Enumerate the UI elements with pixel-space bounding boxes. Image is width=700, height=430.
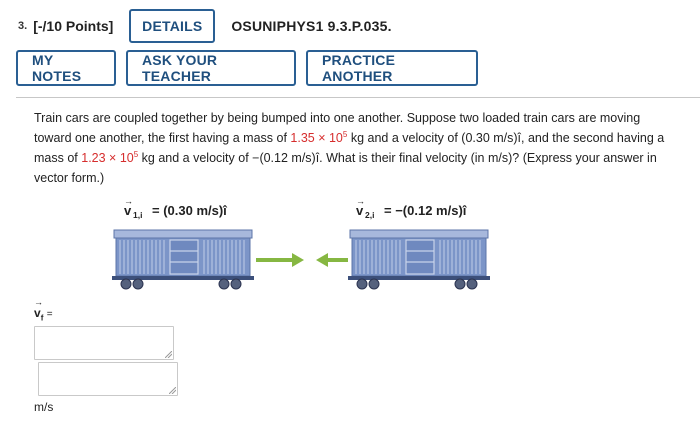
question-header [18, 10, 392, 42]
train-car-2 [348, 230, 490, 289]
v2-label [356, 196, 468, 220]
problem-text-part: kg and a velocity of −(0.12 m/s)î. What is their final velocity (in m/s)? (Express your answer in vector form.) [34, 151, 657, 185]
problem-text [34, 108, 674, 188]
ask-teacher-button[interactable]: ASK YOUR TEACHER [126, 50, 296, 86]
svg-text:2,i: 2,i [365, 210, 375, 220]
mass-2-value: $1.23 \times 10^5$ [81, 149, 139, 165]
problem-text-part: Train cars are coupled together by being bumped into one another. Suppose two loaded train cars are moving toward one another, the first having a mass of [34, 111, 641, 145]
svg-text:= −(0.12 m/s)î: = −(0.12 m/s)î [384, 203, 467, 218]
svg-text:v: v [124, 203, 132, 218]
resize-handle-icon [165, 351, 172, 358]
problem-code: OSUNIPHYS1 9.3.P.035. [231, 18, 392, 34]
mass-1-value: $1.35 \times 10^5$ [290, 129, 348, 145]
svg-text:= (0.30 m/s)î: = (0.30 m/s)î [152, 203, 227, 218]
arrow-left-icon [316, 253, 348, 267]
resize-handle-icon [169, 387, 176, 394]
svg-text:→: → [356, 196, 365, 206]
answer-input-2[interactable] [38, 362, 178, 396]
points-label: [-/10 Points] [33, 18, 114, 34]
arrow-right-icon [256, 253, 304, 267]
unit-label: m/s [34, 400, 54, 414]
v1-label [124, 196, 228, 220]
svg-text:1,i: 1,i [133, 210, 143, 220]
final-velocity-label: → $v_f$ = [34, 297, 53, 323]
question-number: 3. [18, 20, 28, 32]
train-car-1 [112, 230, 254, 289]
answer-input-1[interactable] [34, 326, 174, 360]
my-notes-button[interactable]: MY NOTES [16, 50, 116, 86]
svg-text:→: → [124, 196, 133, 206]
problem-text-part: kg and a velocity of (0.30 m/s)î, and the second having a mass of [34, 131, 665, 165]
divider [16, 97, 700, 98]
details-button[interactable]: DETAILS [129, 9, 215, 43]
train-cars-figure [100, 196, 520, 296]
svg-text:v: v [356, 203, 364, 218]
question-toolbar [16, 50, 478, 86]
practice-another-button[interactable]: PRACTICE ANOTHER [306, 50, 478, 86]
